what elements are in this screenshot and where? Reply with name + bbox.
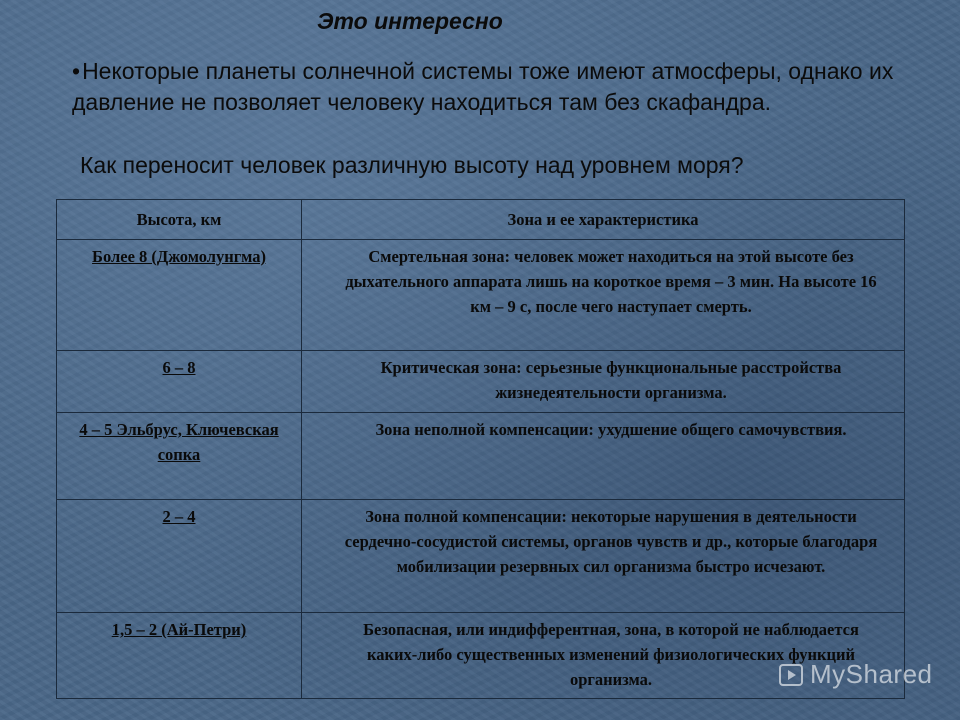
row-height: 4 – 5 Эльбрус, Ключевская сопка — [57, 413, 302, 500]
paragraph — [72, 56, 932, 118]
row-zone: Критическая зона: серьезные функциональные расстройства жизнедеятельности организма. — [302, 351, 905, 413]
header-zone: Зона и ее характеристика — [302, 200, 905, 240]
header-height: Высота, км — [57, 200, 302, 240]
row-zone: Смертельная зона: человек может находиться на этой высоте без дыхательного аппарата лишь на короткое время – 3 мин. На высоте 16 км – 9 с, после чего наступает смерть. — [302, 240, 905, 351]
watermark-text: MyShared — [810, 659, 933, 689]
bullet: • — [72, 58, 81, 84]
row-zone: Зона неполной компенсации: ухудшение общего самочувствия. — [302, 413, 905, 500]
myshared-logo-icon — [778, 662, 804, 688]
row-zone: Безопасная, или индифферентная, зона, в которой не наблюдается каких-либо существенных изменений физиологических функций организма. — [302, 613, 905, 699]
question-text: Как переносит человек различную высоту над уровнем моря? — [80, 152, 744, 178]
slide-title: Это интересно — [317, 8, 503, 34]
altitude-zones-table — [56, 199, 905, 699]
row-height: 2 – 4 — [57, 500, 302, 613]
table-row — [57, 413, 905, 500]
paragraph-text: Некоторые планеты солнечной системы тоже имеют атмосферы, однако их давление не позволяет человеку находиться там без скафандра. — [72, 58, 894, 115]
row-height: 1,5 – 2 (Ай-Петри) — [57, 613, 302, 699]
row-height: 6 – 8 — [57, 351, 302, 413]
table-row — [57, 351, 905, 413]
row-height: Более 8 (Джомолунгма) — [57, 240, 302, 351]
row-zone: Зона полной компенсации: некоторые нарушения в деятельности сердечно-сосудистой системы, органов чувств и др., которые благодаря мобилизации резервных сил организма быстро исчезают. — [302, 500, 905, 613]
table-row — [57, 500, 905, 613]
table-header-row — [57, 200, 905, 240]
table-row — [57, 240, 905, 351]
